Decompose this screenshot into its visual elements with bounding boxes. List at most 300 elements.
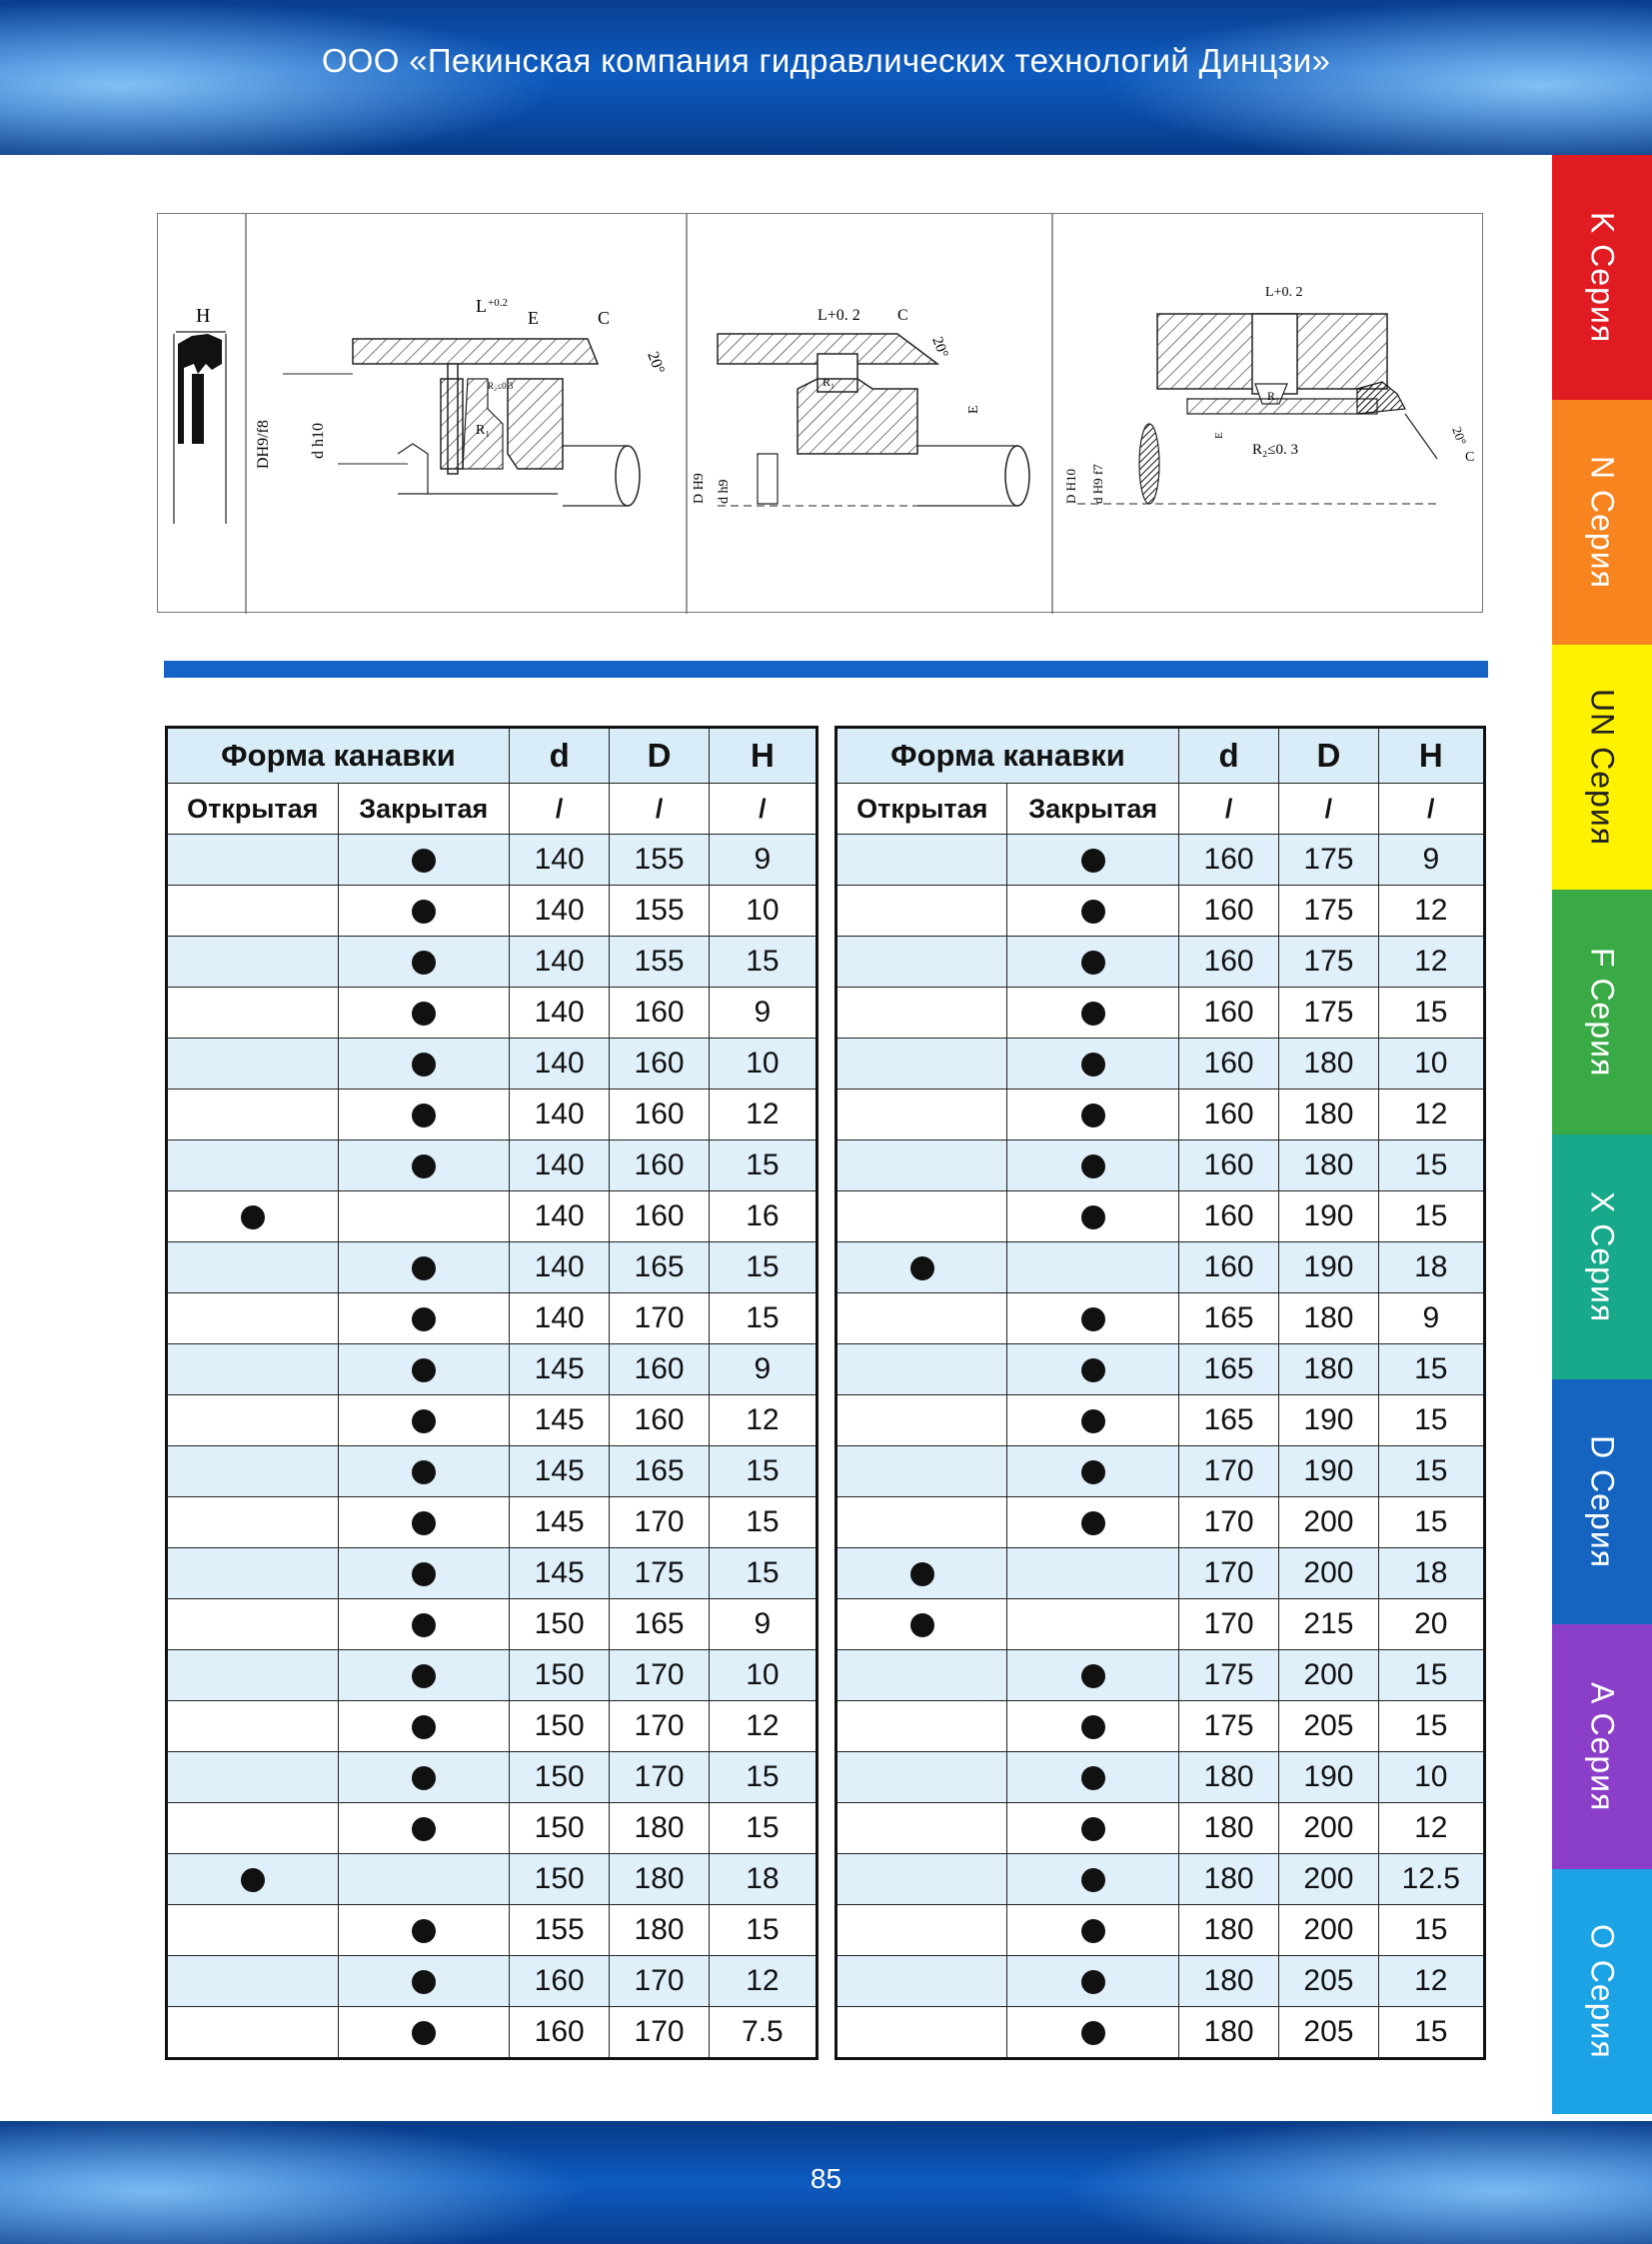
cell-d: 140 [510,1140,610,1191]
cell-d: 180 [1178,1854,1278,1905]
dim-label: C [1465,450,1475,465]
table-row [167,1344,818,1395]
cell-D: 170 [610,2007,709,2059]
cell-d: 160 [1178,1140,1278,1191]
filled-circle-icon [910,1256,934,1280]
cell-d: 160 [1178,937,1278,988]
cell-d: 145 [510,1548,610,1599]
table-row [167,1191,818,1242]
table-row [167,1242,818,1293]
cell-d: 140 [510,988,610,1039]
cell-H: 15 [1378,1497,1484,1548]
table-row [167,1701,818,1752]
table-row [167,1039,818,1090]
col-header-d: d [1178,728,1278,784]
filled-circle-icon [412,1613,436,1637]
cell-d: 180 [1178,1956,1278,2007]
col-header-groove-shape: Форма канавки [836,728,1179,784]
cell-d: 150 [510,1854,610,1905]
open-groove-cell [836,1497,1007,1548]
table-row [167,1395,818,1446]
cell-D: 200 [1279,1548,1378,1599]
cell-d: 180 [1178,2007,1278,2059]
table-row [836,1548,1485,1599]
cell-H: 9 [709,988,817,1039]
cell-H: 12 [1378,937,1484,988]
dim-label: DH9/f8 [255,420,272,469]
table-row [167,1650,818,1701]
cell-D: 190 [1279,1446,1378,1497]
tab-f-series[interactable] [1552,890,1652,1134]
filled-circle-icon [412,2021,436,2045]
cell-d: 160 [1178,886,1278,937]
table-row [836,1803,1485,1854]
closed-groove-cell [1007,1701,1178,1752]
cell-H: 15 [709,1905,817,1956]
closed-groove-cell [338,1090,509,1140]
col-header-D: D [1279,728,1378,784]
dim-label: L [476,296,487,316]
cell-D: 175 [1279,835,1378,886]
closed-groove-cell [1007,1650,1178,1701]
table-row [167,1293,818,1344]
filled-circle-icon [412,1511,436,1535]
table-row [836,1752,1485,1803]
cell-d: 140 [510,1293,610,1344]
cell-D: 200 [1279,1854,1378,1905]
groove-drawing-1 [255,296,668,506]
cell-D: 170 [610,1752,709,1803]
cell-d: 160 [510,2007,610,2059]
cell-d: 145 [510,1497,610,1548]
open-groove-cell [167,1140,339,1191]
col-subheader-D: / [610,784,709,835]
cell-H: 15 [709,1497,817,1548]
open-groove-cell [836,1191,1007,1242]
open-groove-cell [167,1548,339,1599]
closed-groove-cell [338,1701,509,1752]
closed-groove-cell [338,1446,509,1497]
open-groove-cell [836,1854,1007,1905]
open-groove-cell [167,1395,339,1446]
filled-circle-icon [1081,900,1105,924]
filled-circle-icon [412,1307,436,1331]
filled-circle-icon [1081,1205,1105,1229]
cell-d: 140 [510,835,610,886]
col-header-H: H [1378,728,1484,784]
tab-label: D Серия [1584,1435,1621,1568]
filled-circle-icon [1081,1002,1105,1026]
closed-groove-cell [338,1752,509,1803]
filled-circle-icon [412,1562,436,1586]
cell-H: 10 [709,1650,817,1701]
table-row [836,1446,1485,1497]
tab-x-series[interactable] [1552,1134,1652,1379]
filled-circle-icon [1081,1919,1105,1943]
dim-label: C [598,308,611,328]
table-row [836,835,1485,886]
cell-d: 180 [1178,1752,1278,1803]
closed-groove-cell [338,937,509,988]
closed-groove-cell [1007,1140,1178,1191]
closed-groove-cell [1007,1905,1178,1956]
cell-D: 205 [1279,1701,1378,1752]
page-header [0,0,1652,155]
cell-H: 15 [1378,1701,1484,1752]
table-row [167,835,818,886]
closed-groove-cell [338,2007,509,2059]
table-row [836,1242,1485,1293]
tab-k-series[interactable] [1552,155,1652,400]
table-row [836,1701,1485,1752]
col-subheader-H: / [1378,784,1484,835]
cell-D: 190 [1279,1395,1378,1446]
cell-D: 160 [610,1344,709,1395]
cell-D: 160 [610,1140,709,1191]
col-header-groove-shape: Форма канавки [167,728,510,784]
col-header-open: Открытая [167,784,339,835]
dim-label: d h10 [310,423,327,459]
filled-circle-icon [1081,1664,1105,1688]
dimensions-table-right [834,726,1486,2060]
cell-H: 12 [1378,1090,1484,1140]
open-groove-cell [836,2007,1007,2059]
cell-D: 170 [610,1497,709,1548]
cell-d: 145 [510,1446,610,1497]
filled-circle-icon [1081,1970,1105,1994]
cell-d: 160 [1178,988,1278,1039]
closed-groove-cell [1007,835,1178,886]
open-groove-cell [836,886,1007,937]
open-groove-cell [836,1140,1007,1191]
cell-D: 160 [610,1191,709,1242]
closed-groove-cell [338,1344,509,1395]
closed-groove-cell [1007,1242,1178,1293]
filled-circle-icon [1081,1053,1105,1077]
col-header-open: Открытая [836,784,1007,835]
filled-circle-icon [1081,2021,1105,2045]
filled-circle-icon [412,1970,436,1994]
cell-d: 140 [510,1191,610,1242]
cell-D: 175 [1279,937,1378,988]
cell-d: 150 [510,1803,610,1854]
cell-H: 12.5 [1378,1854,1484,1905]
closed-groove-cell [338,1140,509,1191]
cell-D: 190 [1279,1752,1378,1803]
filled-circle-icon [412,1409,436,1433]
table-row [167,1803,818,1854]
open-groove-cell [836,937,1007,988]
filled-circle-icon [1081,1715,1105,1739]
cell-D: 205 [1279,2007,1378,2059]
filled-circle-icon [1081,951,1105,975]
cell-d: 165 [1178,1395,1278,1446]
cell-H: 9 [1378,1293,1484,1344]
cell-H: 15 [1378,1905,1484,1956]
filled-circle-icon [1081,1511,1105,1535]
cell-d: 160 [1178,1242,1278,1293]
cell-D: 180 [1279,1090,1378,1140]
open-groove-cell [167,886,339,937]
closed-groove-cell [1007,1090,1178,1140]
tab-a-series[interactable] [1552,1624,1652,1869]
filled-circle-icon [241,1205,265,1229]
open-groove-cell [167,1090,339,1140]
open-groove-cell [167,988,339,1039]
cell-H: 12 [709,1395,817,1446]
cell-H: 18 [709,1854,817,1905]
dim-label: 20° [928,334,951,361]
filled-circle-icon [1081,1104,1105,1127]
tab-n-series[interactable] [1552,400,1652,645]
closed-groove-cell [1007,1497,1178,1548]
page-footer [0,2121,1652,2244]
filled-circle-icon [1081,1868,1105,1892]
series-tabs [1552,155,1652,2114]
table-row [836,1140,1485,1191]
cell-d: 170 [1178,1548,1278,1599]
filled-circle-icon [1081,1817,1105,1841]
company-title: ООО «Пекинская компания гидравлических технологий Динцзи» [321,42,1331,79]
cell-H: 12 [709,1090,817,1140]
table-row [836,1344,1485,1395]
col-header-D: D [610,728,709,784]
cell-H: 10 [709,1039,817,1090]
table-row [836,1395,1485,1446]
cell-d: 160 [1178,1090,1278,1140]
groove-drawing-3 [1063,285,1474,504]
table-row [836,1854,1485,1905]
dim-label: D H9 [692,473,707,504]
dim-label: +0.2 [488,297,508,309]
filled-circle-icon [412,1256,436,1280]
table-row [167,2007,818,2059]
open-groove-cell [167,1039,339,1090]
cell-D: 165 [610,1599,709,1650]
cell-d: 160 [1178,1039,1278,1090]
cell-d: 150 [510,1701,610,1752]
dim-label: R₁ [823,375,835,389]
cell-D: 155 [610,835,709,886]
open-groove-cell [167,835,339,886]
cell-H: 15 [709,1446,817,1497]
open-groove-cell [167,1344,339,1395]
cell-D: 180 [1279,1344,1378,1395]
cell-D: 160 [610,988,709,1039]
dim-label: d H9 f7 [1090,464,1105,504]
closed-groove-cell [1007,1752,1178,1803]
dim-label: d h9 [717,479,732,504]
dim-label: L+0. 2 [1265,285,1303,300]
cell-H: 16 [709,1191,817,1242]
open-groove-cell [836,1344,1007,1395]
table-row [167,1497,818,1548]
cell-H: 15 [709,1548,817,1599]
col-subheader-d: / [1178,784,1278,835]
cell-d: 160 [510,1956,610,2007]
cell-H: 9 [709,835,817,886]
cell-H: 15 [1378,988,1484,1039]
cell-H: 15 [1378,1446,1484,1497]
table-row [836,886,1485,937]
cell-H: 15 [709,1293,817,1344]
closed-groove-cell [338,1191,509,1242]
cell-D: 160 [610,1039,709,1090]
open-groove-cell [167,1701,339,1752]
filled-circle-icon [412,1766,436,1790]
cell-H: 15 [709,937,817,988]
cell-H: 15 [1378,1140,1484,1191]
cell-H: 12 [1378,1956,1484,2007]
filled-circle-icon [412,1460,436,1484]
closed-groove-cell [338,1242,509,1293]
cell-D: 155 [610,886,709,937]
cell-d: 145 [510,1395,610,1446]
filled-circle-icon [412,1104,436,1127]
closed-groove-cell [338,886,509,937]
filled-circle-icon [1081,1409,1105,1433]
cell-D: 160 [610,1090,709,1140]
table-row [167,1956,818,2007]
col-header-closed: Закрытая [1007,784,1178,835]
col-header-H: H [709,728,817,784]
table-row [836,937,1485,988]
closed-groove-cell [1007,937,1178,988]
filled-circle-icon [412,900,436,924]
dim-label: R₂≤0. 3 [1252,442,1298,458]
open-groove-cell [836,835,1007,886]
cell-D: 180 [610,1905,709,1956]
filled-circle-icon [910,1562,934,1586]
open-groove-cell [836,1446,1007,1497]
tab-label: A Серия [1584,1681,1621,1812]
cell-d: 160 [1178,1191,1278,1242]
cell-D: 190 [1279,1242,1378,1293]
filled-circle-icon [412,849,436,873]
table-row [167,886,818,937]
cell-D: 180 [1279,1039,1378,1090]
closed-groove-cell [1007,1446,1178,1497]
open-groove-cell [167,1854,339,1905]
cell-d: 150 [510,1752,610,1803]
cell-d: 180 [1178,1905,1278,1956]
open-groove-cell [167,1446,339,1497]
filled-circle-icon [910,1613,934,1637]
col-subheader-D: / [1279,784,1378,835]
cell-d: 165 [1178,1344,1278,1395]
cell-H: 18 [1378,1548,1484,1599]
closed-groove-cell [338,1803,509,1854]
closed-groove-cell [338,1395,509,1446]
filled-circle-icon [412,1664,436,1688]
open-groove-cell [167,1650,339,1701]
cell-H: 15 [1378,2007,1484,2059]
open-groove-cell [167,1956,339,2007]
closed-groove-cell [1007,886,1178,937]
technical-drawings [157,213,1483,613]
cell-H: 12 [709,1956,817,2007]
closed-groove-cell [338,1039,509,1090]
cell-D: 175 [1279,988,1378,1039]
tab-o-series[interactable] [1552,1869,1652,2114]
cell-D: 205 [1279,1956,1378,2007]
cell-D: 155 [610,937,709,988]
cell-d: 155 [510,1905,610,1956]
table-row [167,937,818,988]
cell-D: 165 [610,1446,709,1497]
cell-H: 15 [709,1803,817,1854]
cell-H: 10 [1378,1039,1484,1090]
cell-D: 200 [1279,1650,1378,1701]
filled-circle-icon [412,1919,436,1943]
open-groove-cell [167,937,339,988]
tab-d-series[interactable] [1552,1379,1652,1624]
closed-groove-cell [338,1956,509,2007]
table-row [836,1191,1485,1242]
cell-D: 170 [610,1650,709,1701]
table-row [167,1905,818,1956]
open-groove-cell [836,1599,1007,1650]
closed-groove-cell [338,1293,509,1344]
cell-D: 175 [610,1548,709,1599]
filled-circle-icon [1081,1307,1105,1331]
cell-H: 12 [709,1701,817,1752]
cell-D: 165 [610,1242,709,1293]
open-groove-cell [167,2007,339,2059]
tab-un-series[interactable] [1552,645,1652,890]
cell-d: 140 [510,886,610,937]
seal-profile-drawing [174,305,226,524]
cell-H: 15 [709,1752,817,1803]
cell-D: 180 [610,1854,709,1905]
cell-d: 140 [510,937,610,988]
filled-circle-icon [241,1868,265,1892]
filled-circle-icon [412,1002,436,1026]
table-row [836,1956,1485,2007]
closed-groove-cell [1007,1039,1178,1090]
closed-groove-cell [338,988,509,1039]
cell-H: 15 [1378,1650,1484,1701]
filled-circle-icon [412,1154,436,1178]
filled-circle-icon [412,1817,436,1841]
cell-H: 18 [1378,1242,1484,1293]
cell-D: 160 [610,1395,709,1446]
open-groove-cell [167,1497,339,1548]
cell-D: 180 [1279,1140,1378,1191]
cell-H: 10 [709,886,817,937]
cell-D: 170 [610,1293,709,1344]
open-groove-cell [167,1905,339,1956]
filled-circle-icon [1081,1766,1105,1790]
cell-d: 140 [510,1242,610,1293]
closed-groove-cell [338,1854,509,1905]
cell-H: 15 [1378,1344,1484,1395]
groove-drawing-2 [692,307,1029,506]
open-groove-cell [836,1395,1007,1446]
cell-H: 15 [1378,1191,1484,1242]
open-groove-cell [836,1242,1007,1293]
tab-label: X Серия [1584,1190,1621,1323]
closed-groove-cell [1007,1344,1178,1395]
open-groove-cell [836,1956,1007,2007]
dim-label: L+0. 2 [818,307,860,324]
cell-H: 15 [709,1140,817,1191]
closed-groove-cell [338,1548,509,1599]
dim-label: R₁ [476,423,491,438]
closed-groove-cell [1007,1191,1178,1242]
cell-D: 200 [1279,1497,1378,1548]
closed-groove-cell [338,1497,509,1548]
